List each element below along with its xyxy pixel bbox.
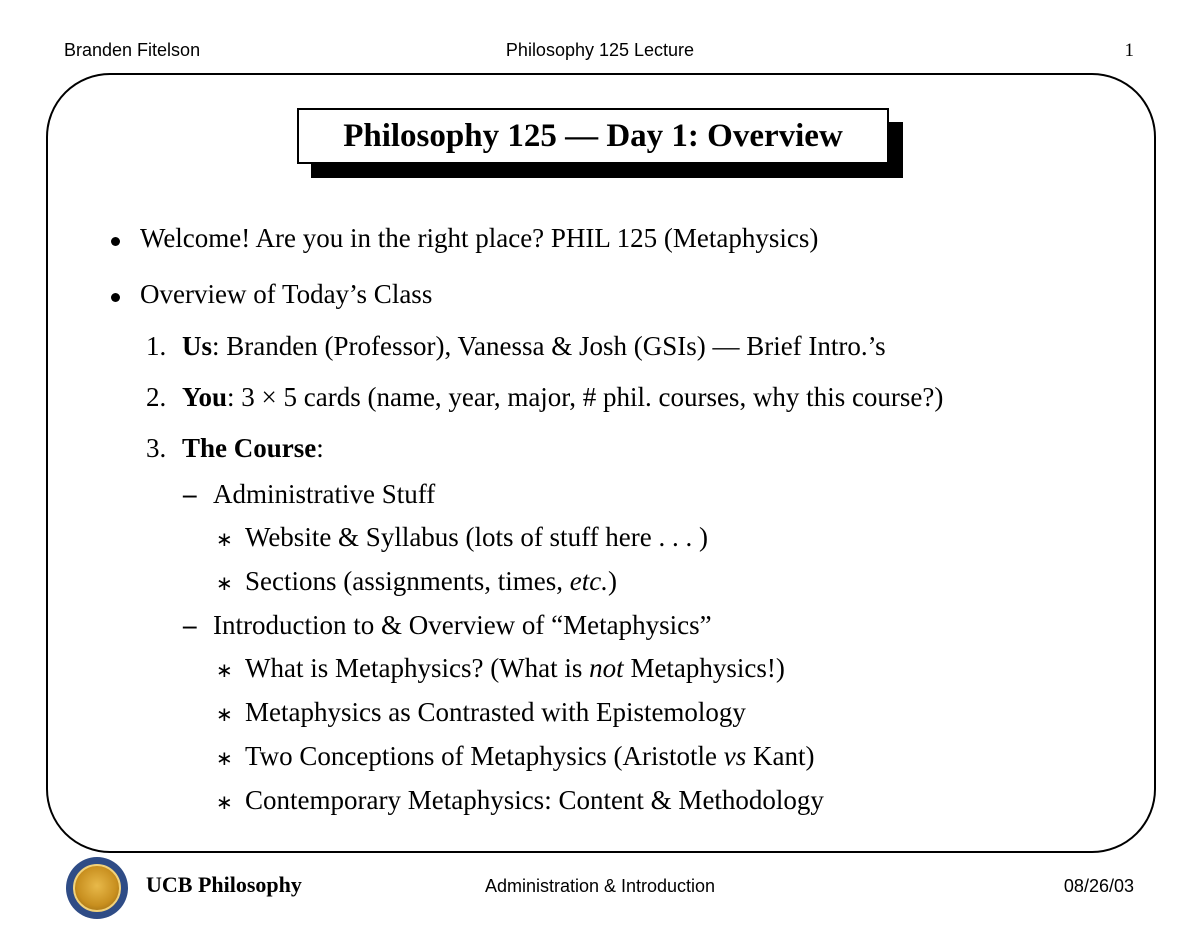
bullet-dot [111, 237, 120, 246]
bullet-dot [111, 293, 120, 302]
item-label: Us [182, 331, 213, 361]
item-label: You [182, 382, 228, 412]
subitem-two-conceptions [245, 739, 815, 773]
sublist-introduction: Introduction to & Overview of “Metaphysics” [213, 610, 712, 640]
item-text: : [316, 433, 324, 463]
subitem-contrasted: Metaphysics as Contrasted with Epistemology [245, 697, 746, 727]
header-author: Branden Fitelson [64, 40, 201, 60]
asterisk-marker: ∗ [216, 746, 233, 770]
text-part: Sections (assignments, times, [245, 566, 570, 596]
footer-department: UCB Philosophy [146, 872, 302, 897]
bullet-welcome: Welcome! Are you in the right place? PHIL 125 (Metaphysics) [140, 223, 819, 253]
bullet-overview: Overview of Today’s Class [140, 279, 433, 309]
text-part: What is Metaphysics? (What is [245, 653, 590, 683]
text-emphasis: not [589, 653, 624, 683]
page-number: 1 [1124, 40, 1134, 61]
subitem-website: Website & Syllabus (lots of stuff here . . . ) [245, 522, 709, 552]
text-part: ) [607, 566, 617, 596]
item-number: 1. [146, 331, 167, 361]
item-text: : Branden (Professor), Vanessa & Josh (GSIs) — Brief Intro.’s [212, 331, 886, 361]
item-number: 3. [146, 433, 167, 463]
footer-date: 08/26/03 [1063, 876, 1134, 896]
sublist-administrative: Administrative Stuff [213, 479, 436, 509]
asterisk-marker: ∗ [216, 571, 233, 595]
asterisk-marker: ∗ [216, 702, 233, 726]
asterisk-marker: ∗ [216, 658, 233, 682]
subitem-sections [245, 564, 617, 598]
slide-title: Philosophy 125 — Day 1: Overview [297, 108, 889, 164]
footer-topic: Administration & Introduction [484, 876, 716, 896]
dash-marker: – [183, 479, 197, 509]
text-part: Kant) [746, 741, 815, 771]
header-course: Philosophy 125 Lecture [505, 40, 695, 60]
asterisk-marker: ∗ [216, 527, 233, 551]
item-text: : 3 × 5 cards (name, year, major, # phil. courses, why this course?) [227, 382, 944, 412]
list-item-us [182, 329, 886, 363]
dash-marker: – [183, 610, 197, 640]
text-emphasis: etc. [569, 566, 608, 596]
item-number: 2. [146, 382, 167, 412]
list-item-course [182, 431, 324, 465]
text-emphasis: vs [723, 741, 747, 771]
slide-title-box [297, 108, 889, 164]
text-part: Two Conceptions of Metaphysics (Aristotle [245, 741, 724, 771]
asterisk-marker: ∗ [216, 790, 233, 814]
list-item-you [182, 380, 943, 414]
subitem-contemporary: Contemporary Metaphysics: Content & Methodology [245, 785, 824, 815]
item-label: The Course [182, 433, 317, 463]
text-part: Metaphysics!) [623, 653, 785, 683]
subitem-what-is [245, 651, 785, 685]
